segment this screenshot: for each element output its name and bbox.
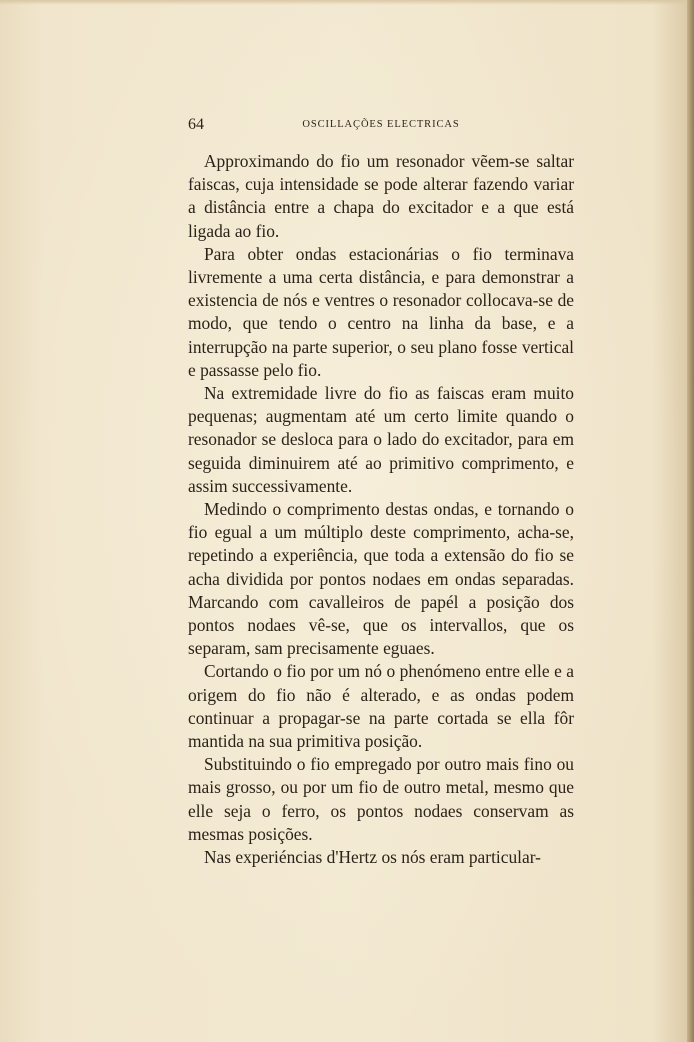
- paragraph: Substituindo o fio empregado por outro mais fino ou mais grosso, ou por um fio de outro metal, mesmo que elle seja o ferro, os pontos nodaes conservam as mesmas posições.: [188, 754, 574, 844]
- page-header: [188, 116, 574, 138]
- page-top-shadow: [0, 0, 694, 5]
- paragraph: Nas experiéncias d'Hertz os nós eram particular-: [204, 847, 541, 868]
- paragraph: Medindo o comprimento destas ondas, e tornando o fio egual a um múltiplo deste comprimento, acha-se, repetindo a experiência, que toda a extensão do fio se acha dividida por pontos nodaes em ondas separadas. Marcando com cavalleiros de papél a posição dos pontos nodaes vê-se, que os intervallos, que os separam, sam precisamente eguaes.: [188, 499, 574, 659]
- page-right-edge: [687, 0, 694, 1042]
- paragraph: Para obter ondas estacionárias o fio terminava livremente a uma certa distância, e para demonstrar a existencia de nós e ventres o resonador collocava-se de modo, que tendo o centro na linha da base, e a interrupção na parte superior, o seu plano fosse vertical e passasse pelo fio.: [188, 243, 574, 380]
- paragraph: Na extremidade livre do fio as faiscas eram muito pequenas; augmentam até um certo limite quando o resonador se desloca para o lado do excitador, para em seguida diminuirem até ao primitivo comprimento, e assim successivamente.: [188, 383, 574, 496]
- page-number: 64: [188, 116, 204, 133]
- paragraph: Approximando do fio um resonador vẽem-se saltar faiscas, cuja intensidade se pode alterar fazendo variar a distância entre a chapa do excitador e a que está ligada ao fio.: [188, 151, 574, 241]
- paragraph: Cortando o fio por um nó o phenómeno entre elle e a origem do fio não é alterado, e as ondas podem continuar a propagar-se na parte cortada se ella fôr mantida na sua primitiva posição.: [188, 661, 574, 752]
- running-title: OSCILLAÇÕES ELECTRICAS: [302, 119, 460, 130]
- body-text: [188, 150, 574, 869]
